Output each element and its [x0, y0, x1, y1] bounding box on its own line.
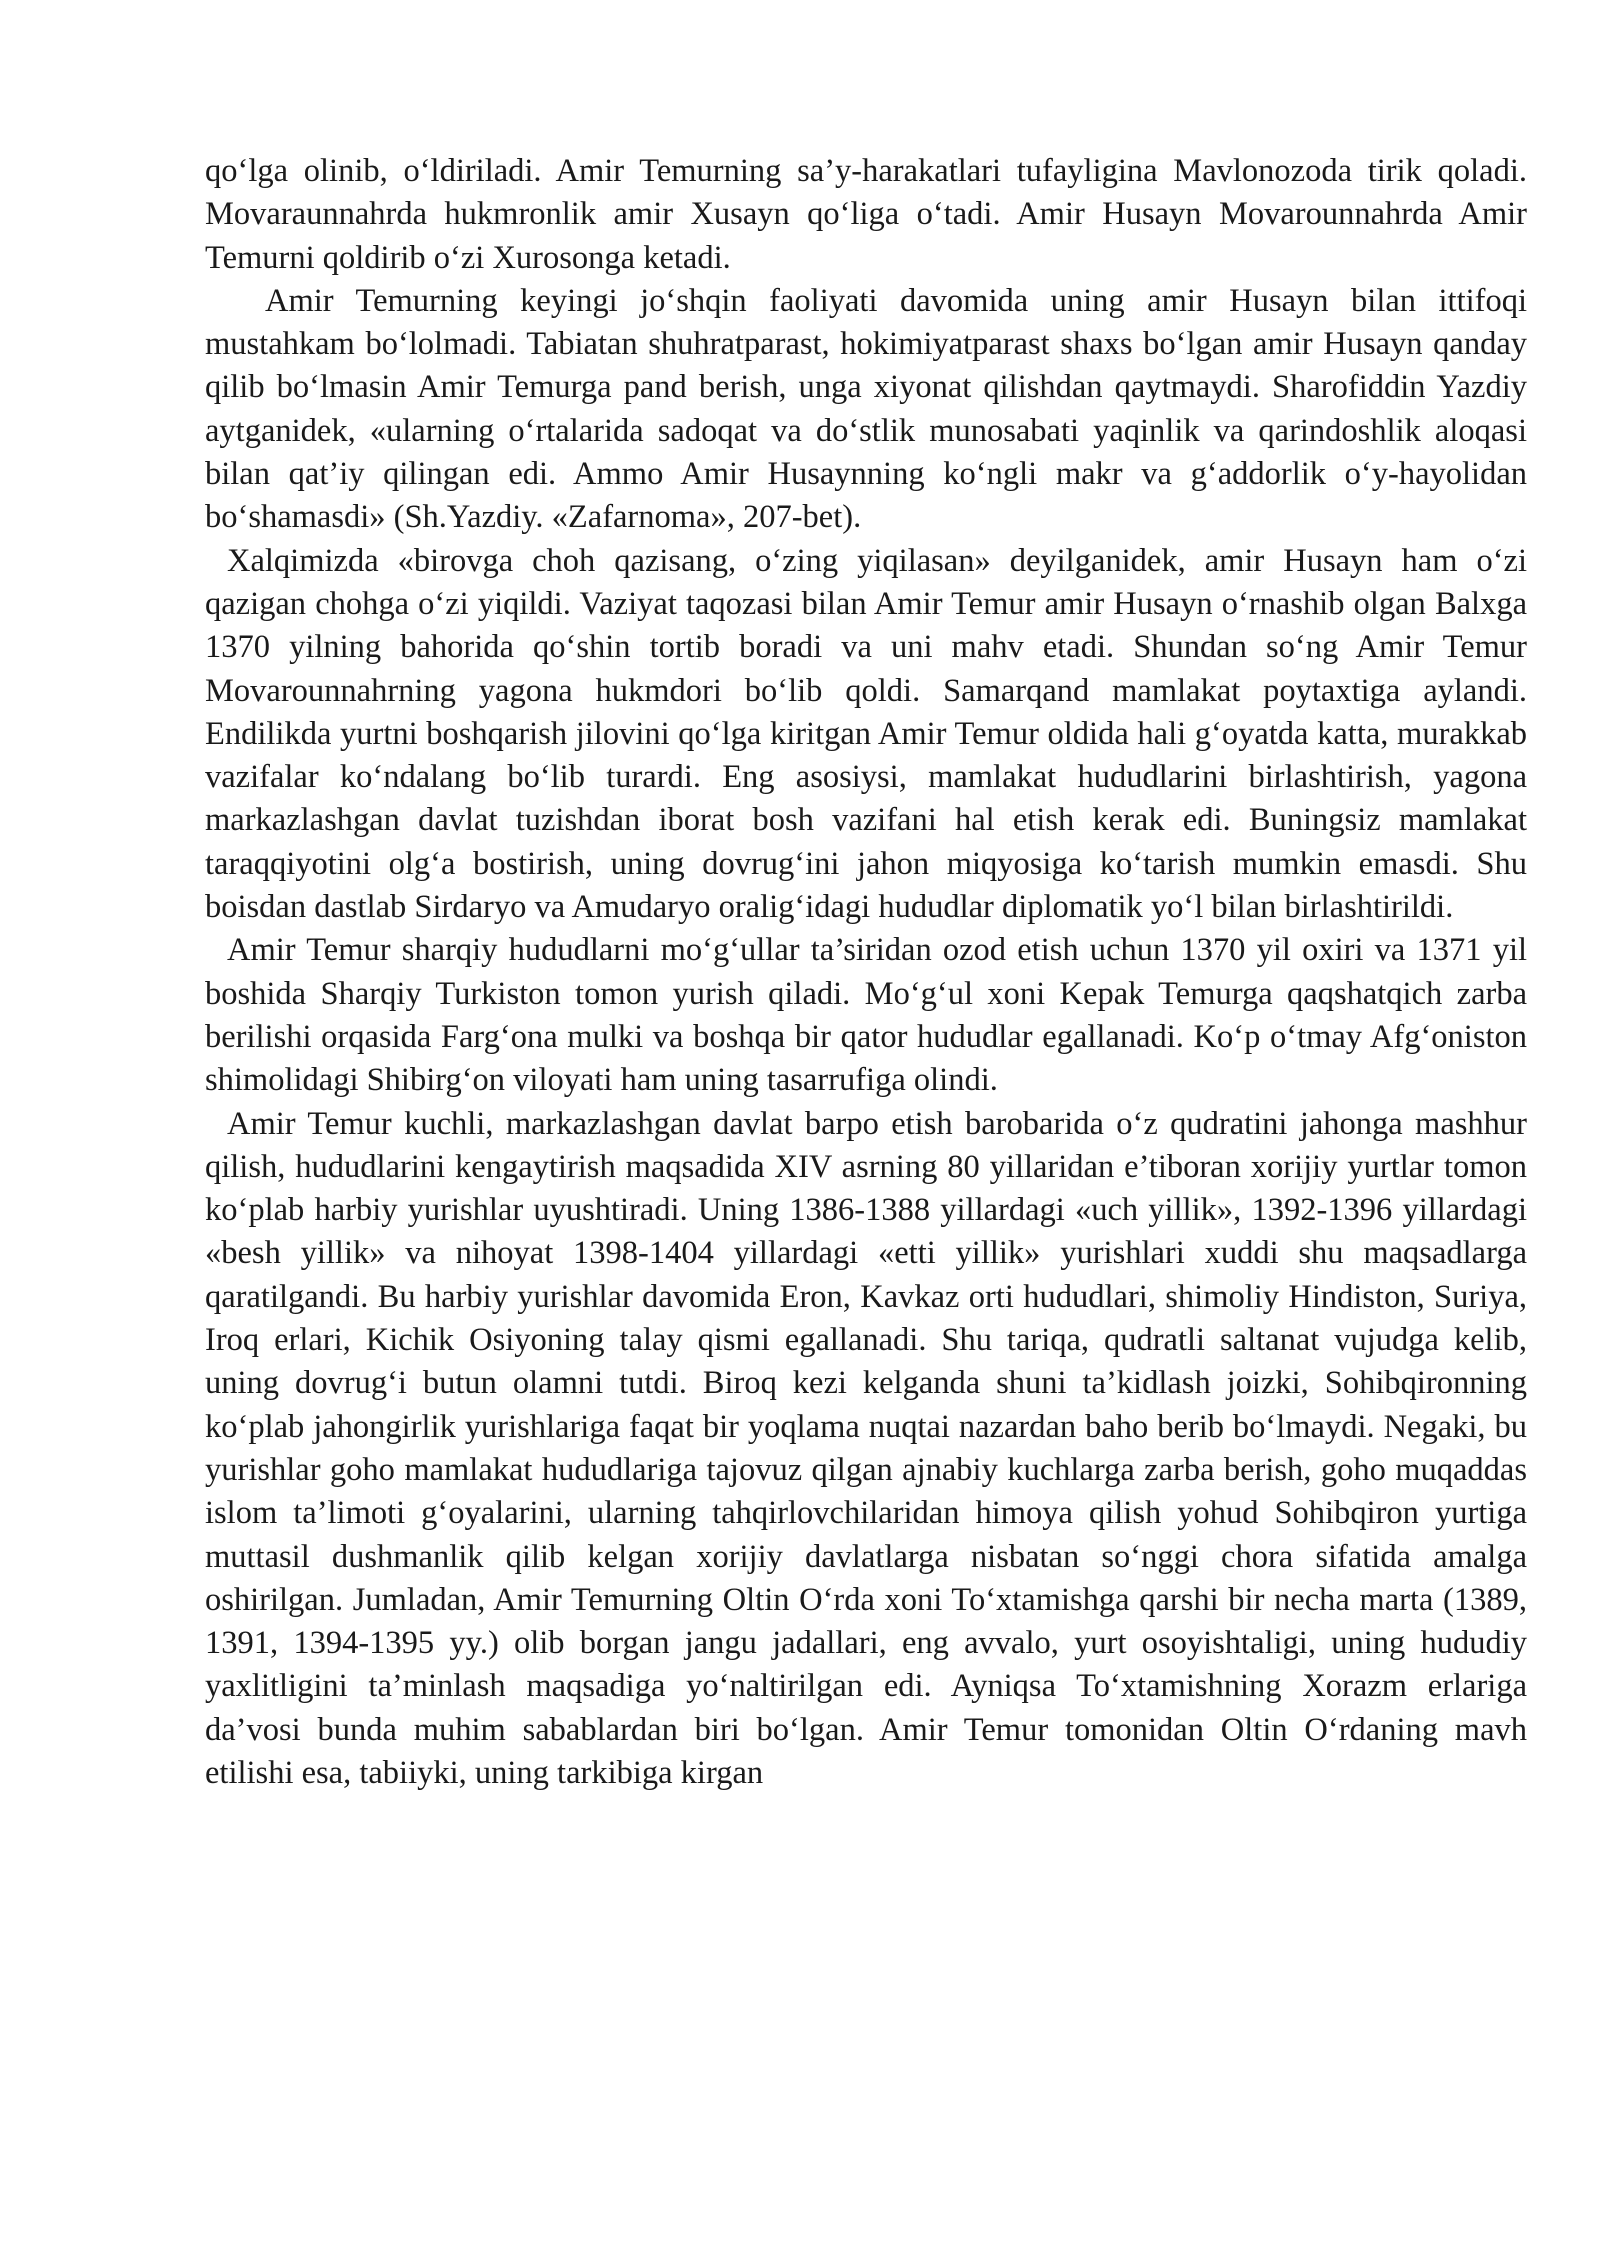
paragraph-1: qo‘lga olinib, o‘ldiriladi. Amir Temurning sa’y-harakatlari tufayligina Mavlonozoda tirik qoladi. Movaraunnahrda hukmronlik amir Xusayn qo‘liga o‘tadi. Amir Husayn Movarounnahrda Amir Temurni qoldirib o‘zi Xurosonga ketadi. [205, 153, 1527, 276]
paragraph-3: Xalqimizda «birovga choh qazisang, o‘zing yiqilasan» deyilganidek, amir Husayn ham o‘zi qazigan chohga o‘zi yiqildi. Vaziyat taqozasi bilan Amir Temur amir Husayn o‘rnashib olgan Balxga 1370 yilning bahorida qo‘shin tortib boradi va uni mahv etadi. Shundan so‘ng Amir Temur Movarounnahrning yagona hukmdori bo‘lib qoldi. Samarqand mamlakat poytaxtiga aylandi. Endilikda yurtni boshqarish jilovini qo‘lga kiritgan Amir Temur oldida hali g‘oyatda katta, murakkab vazifalar ko‘ndalang bo‘lib turardi. Eng asosiysi, mamlakat hududlarini birlashtirish, yagona markazlashgan davlat tuzishdan iborat bosh vazifani hal etish kerak edi. Buningsiz mamlakat taraqqiyotini olg‘a bostirish, uning dovrug‘ini jahon miqyosiga ko‘tarish mumkin emasdi. Shu boisdan dastlab Sirdaryo va Amudaryo oralig‘idagi hududlar diplomatik yo‘l bilan birlashtirildi. [205, 542, 1527, 926]
paragraph-5: Amir Temur kuchli, markazlashgan davlat barpo etish barobarida o‘z qudratini jahonga mashhur qilish, hududlarini kengaytirish maqsadida XIV asrning 80 yillaridan e’tiboran xorijiy yurtlar tomon ko‘plab harbiy yurishlar uyushtiradi. Uning 1386-1388 yillardagi «uch yillik», 1392-1396 yillardagi «besh yillik» va nihoyat 1398-1404 yillardagi «etti yillik» yurishlari xuddi shu maqsadlarga qaratilgandi. Bu harbiy yurishlar davomida Eron, Kavkaz orti hududlari, shimoliy Hindiston, Suriya, Iroq erlari, Kichik Osiyoning talay qismi egallanadi. Shu tariqa, qudratli saltanat vujudga kelib, uning dovrug‘i butun olamni tutdi. Biroq kezi kelganda shuni ta’kidlash joizki, Sohibqironning ko‘plab jahongirlik yurishlariga faqat bir yoqlama nuqtai nazardan baho berib bo‘lmaydi. Negaki, bu yurishlar goho mamlakat hududlariga tajovuz qilgan ajnabiy kuchlarga zarba berish, goho muqaddas islom ta’limoti g‘oyalarini, ularning tahqirlovchilaridan himoya qilish yohud Sohibqiron yurtiga muttasil dushmanlik qilib kelgan xorijiy davlatlarga nisbatan so‘nggi chora sifatida amalga oshirilgan. Jumladan, Amir Temurning Oltin O‘rda xoni To‘xtamishga qarshi bir necha marta (1389, 1391, 1394-1395 yy.) olib borgan jangu jadallari, eng avvalo, yurt osoyishtaligi, uning hududiy yaxlitligini ta’minlash maqsadiga yo‘naltirilgan edi. Ayniqsa To‘xtamishning Xorazm erlariga da’vosi bunda muhim sabablardan biri bo‘lgan. Amir Temur tomonidan Oltin O‘rdaning mavh etilishi esa, tabiiyki, uning tarkibiga kirgan [205, 1105, 1527, 1791]
paragraph-2: Amir Temurning keyingi jo‘shqin faoliyati davomida uning amir Husayn bilan ittifoqi mustahkam bo‘lolmadi. Tabiatan shuhratparast, hokimiyatparast shaxs bo‘lgan amir Husayn qanday qilib bo‘lmasin Amir Temurga pand berish, unga xiyonat qilishdan qaytmaydi. Sharofiddin Yazdiy aytganidek, «ularning o‘rtalarida sadoqat va do‘stlik munosabati yaqinlik va qarindoshlik aloqasi bilan qat’iy qilingan edi. Ammo Amir Husaynning ko‘ngli makr va g‘addorlik o‘y-hayolidan bo‘shamasdi» (Sh.Yazdiy. «Zafarnoma», 207-bet). [205, 282, 1527, 536]
document-page [205, 150, 1527, 1795]
paragraph-4: Amir Temur sharqiy hududlarni mo‘g‘ullar ta’siridan ozod etish uchun 1370 yil oxiri va 1371 yil boshida Sharqiy Turkiston tomon yurish qiladi. Mo‘g‘ul xoni Kepak Temurga qaqshatqich zarba berilishi orqasida Farg‘ona mulki va boshqa bir qator hududlar egallanadi. Ko‘p o‘tmay Afg‘oniston shimolidagi Shibirg‘on viloyati ham uning tasarrufiga olindi. [205, 932, 1527, 1099]
